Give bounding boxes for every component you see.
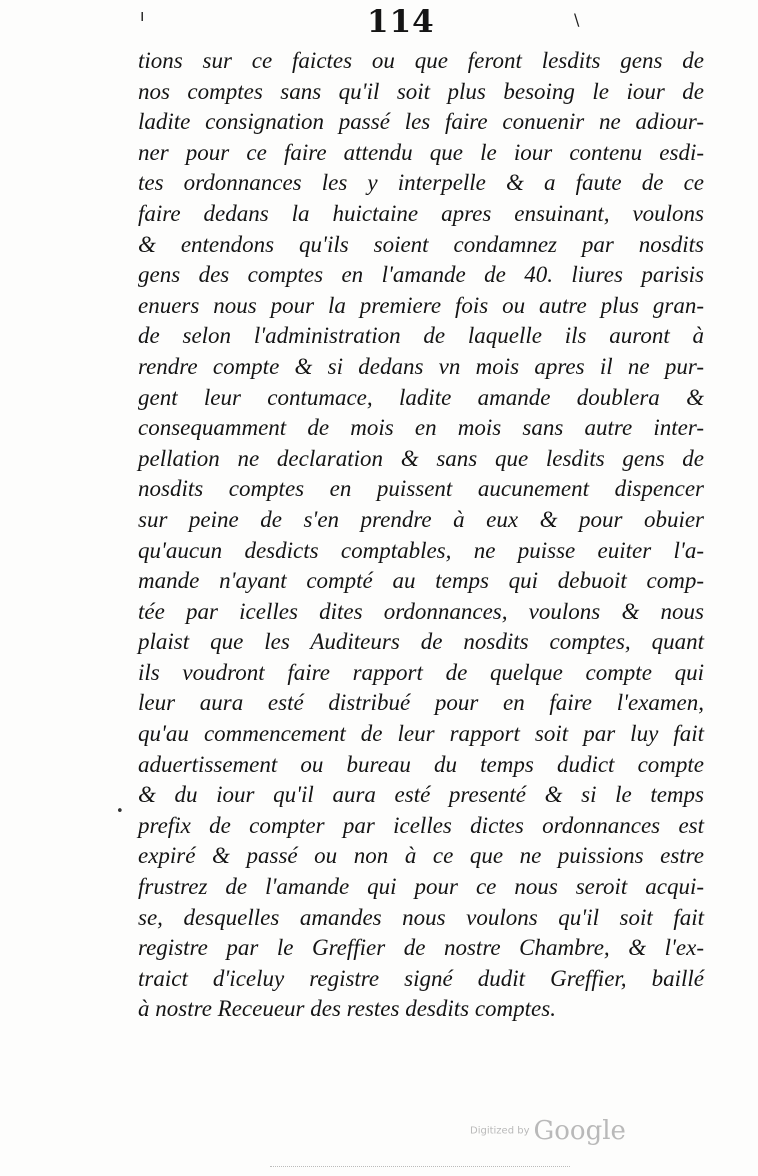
stray-mark-top-left: ı <box>140 6 145 25</box>
text-line: gens des comptes en l'amande de 40. liures parisis <box>138 262 704 288</box>
text-line: qu'aucun desdicts comptables, ne puisse euiter l'a- <box>138 537 704 563</box>
text-line: traict d'iceluy registre signé dudit Greffier, baillé <box>138 965 704 991</box>
text-line: registre par le Greffier de nostre Chambre, & l'ex- <box>138 935 704 961</box>
text-line: gent leur contumace, ladite amande doublera & <box>138 384 704 410</box>
text-line: rendre compte & si dedans vn mois apres il ne pur- <box>138 353 704 379</box>
text-line: nos comptes sans qu'il soit plus besoing le iour de <box>138 78 704 104</box>
text-line: ils voudront faire rapport de quelque compte qui <box>138 659 704 685</box>
text-line: plaist que les Auditeurs de nosdits comptes, quant <box>138 629 704 655</box>
text-line: tions sur ce faictes ou que feront lesdits gens de <box>138 48 704 73</box>
text-line: pellation ne declaration & sans que lesdits gens de <box>138 445 704 471</box>
text-line: & du iour qu'il aura esté presenté & si le temps <box>138 782 704 808</box>
text-line: tée par icelles dites ordonnances, voulons & nous <box>138 598 704 624</box>
text-line: ner pour ce faire attendu que le iour contenu esdi- <box>138 139 704 165</box>
stray-mark-top-right: \ <box>574 10 580 29</box>
text-line: enuers nous pour la premiere fois ou autre plus gran- <box>138 292 704 318</box>
text-line: de selon l'administration de laquelle ils auront à <box>138 323 704 349</box>
text-line: consequamment de mois en mois sans autre inter- <box>138 415 704 441</box>
watermark-prefix: Digitized by <box>470 1125 530 1137</box>
text-line: ladite consignation passé les faire conuenir ne adiour- <box>138 109 704 135</box>
text-line: frustrez de l'amande qui pour ce nous seroit acqui- <box>138 874 704 900</box>
text-line: à nostre Receueur des restes desdits comptes. <box>138 996 556 1022</box>
text-line: faire dedans la huictaine apres ensuinant, voulons <box>138 200 704 226</box>
text-line: qu'au commencement de leur rapport soit par luy fait <box>138 721 704 747</box>
body-text <box>138 46 704 1025</box>
text-line: leur aura esté distribué pour en faire l'examen, <box>138 690 704 716</box>
text-line: & entendons qu'ils soient condamnez par nosdits <box>138 231 704 257</box>
text-line: aduertissement ou bureau du temps dudict compte <box>138 751 704 777</box>
text-line: se, desquelles amandes nous voulons qu'il soit fait <box>138 904 704 930</box>
text-line: expiré & passé ou non à ce que ne puissions estre <box>138 843 704 869</box>
digitization-watermark <box>470 1116 626 1146</box>
text-line: sur peine de s'en prendre à eux & pour obuier <box>138 506 704 532</box>
bottom-edge-marks <box>270 1160 570 1167</box>
page-number: 114 <box>367 4 435 40</box>
text-line: mande n'ayant compté au temps qui debuoit comp- <box>138 568 704 594</box>
watermark-brand: Google <box>533 1116 626 1146</box>
text-line: prefix de compter par icelles dictes ordonnances est <box>138 812 704 838</box>
text-line: nosdits comptes en puissent aucunement dispencer <box>138 476 704 502</box>
text-line: tes ordonnances les y interpelle & a faute de ce <box>138 170 704 196</box>
margin-mark: • <box>116 804 124 819</box>
